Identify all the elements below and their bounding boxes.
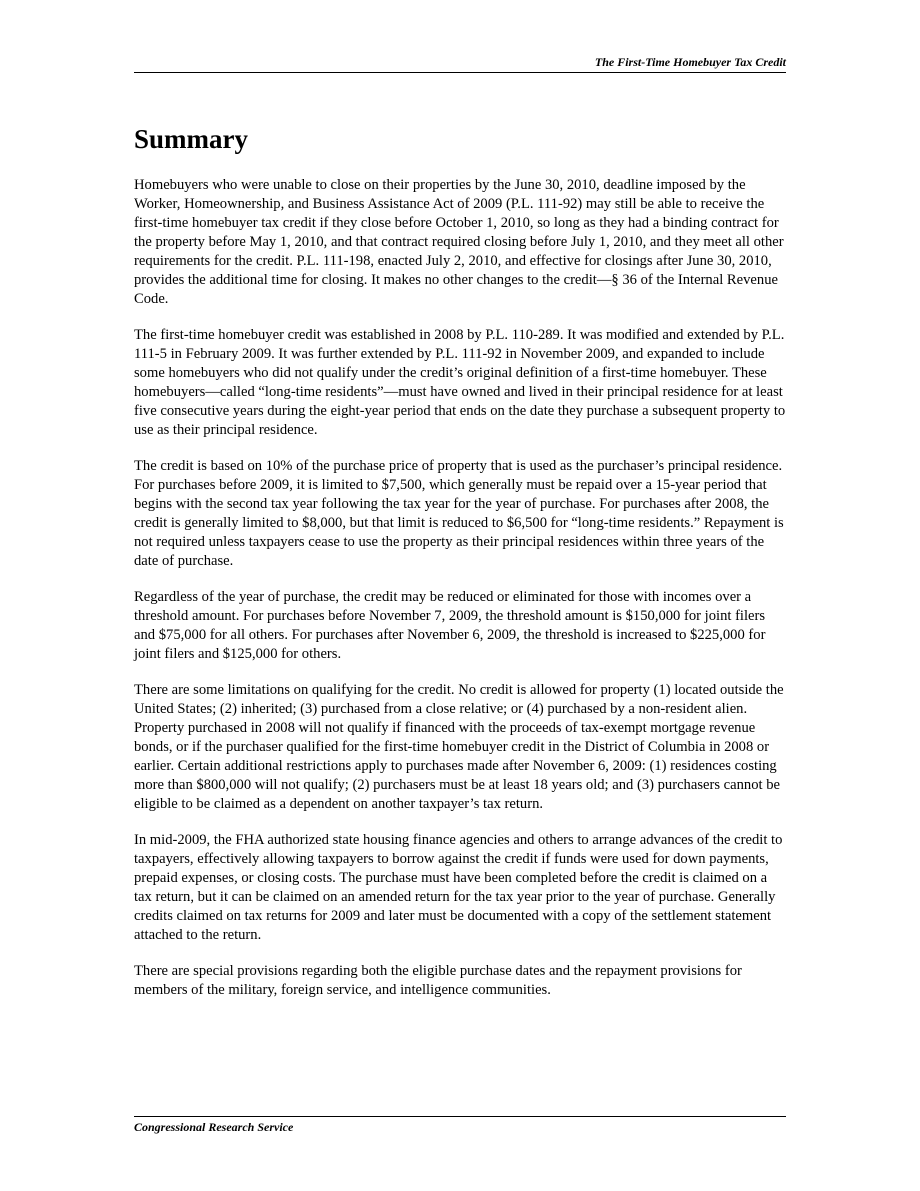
paragraph-special-provisions: There are special provisions regarding both the eligible purchase dates and the repayment provisions for members of the military, foreign service, and intelligence communities.	[134, 963, 742, 998]
header-rule	[134, 72, 786, 73]
summary-body	[134, 176, 788, 1017]
paragraph-limitations: There are some limitations on qualifying for the credit. No credit is allowed for property (1) located outside the United States; (2) inherited; (3) purchased from a close relative; or (4) purchased by a non-resident alien. Property purchased in 2008 will not qualify if financed with the proceeds of tax-exempt mortgage revenue bonds, or if the purchaser qualified for the first-time homebuyer credit in the District of Columbia in 2008 or earlier. Certain additional restrictions apply to purchases made after November 6, 2009: (1) residences costing more than $800,000 will not qualify; (2) purchasers must be at least 18 years old; and (3) purchasers cannot be eligible to be claimed as a dependent on another taxpayer’s tax return.	[134, 682, 784, 812]
running-header-title: The First-Time Homebuyer Tax Credit	[594, 55, 786, 69]
paragraph-income-threshold: Regardless of the year of purchase, the credit may be reduced or eliminated for those with incomes over a threshold amount. For purchases before November 7, 2009, the threshold amount is $150,000 for joint filers and $75,000 for all others. For purchases after November 6, 2009, the threshold is increased to $225,000 for joint filers and $125,000 for others.	[134, 589, 766, 662]
footer-rule	[134, 1116, 786, 1117]
running-footer-organization: Congressional Research Service	[134, 1120, 294, 1134]
paragraph-credit-amount: The credit is based on 10% of the purchase price of property that is used as the purchaser’s principal residence. For purchases before 2009, it is limited to $7,500, which generally must be repaid over a 15-year period that begins with the second tax year following the tax year for the year of purchase. For purchases after 2008, the credit is generally limited to $8,000, but that limit is reduced to $6,500 for “long-time residents.” Repayment is not required unless taxpayers cease to use the property as their principal residences within three years of the date of purchase.	[134, 458, 784, 569]
paragraph-fha-advances: In mid-2009, the FHA authorized state housing finance agencies and others to arrange advances of the credit to taxpayers, effectively allowing taxpayers to borrow against the credit if funds were used for down payments, prepaid expenses, or closing costs. The purchase must have been completed before the credit is claimed on a tax return, but it can be claimed on an amended return for the tax year prior to the year of purchase. Generally credits claimed on tax returns for 2009 and later must be documented with a copy of the settlement statement attached to the return.	[134, 832, 783, 943]
page-title: Summary	[134, 124, 248, 154]
paragraph-deadline-extension: Homebuyers who were unable to close on their properties by the June 30, 2010, deadline imposed by the Worker, Homeownership, and Business Assistance Act of 2009 (P.L. 111-92) may still be able to receive the first-time homebuyer tax credit if they close before October 1, 2010, so long as they had a binding contract for the property before May 1, 2010, and that contract required closing before July 1, 2010, and they meet all other requirements for the credit. P.L. 111-198, enacted July 2, 2010, and effective for closings after June 30, 2010, provides the additional time for closing. It makes no other changes to the credit—§ 36 of the Internal Revenue Code.	[134, 177, 784, 307]
paragraph-credit-history: The first-time homebuyer credit was established in 2008 by P.L. 110-289. It was modified and extended by P.L. 111-5 in February 2009. It was further extended by P.L. 111-92 in November 2009, and expanded to include some homebuyers who did not qualify under the credit’s original definition of a first-time homebuyer. These homebuyers—called “long-time residents”—must have owned and lived in their principal residence for at least five consecutive years during the eight-year period that ends on the date they purchase a subsequent property to use as their principal residence.	[134, 327, 786, 438]
